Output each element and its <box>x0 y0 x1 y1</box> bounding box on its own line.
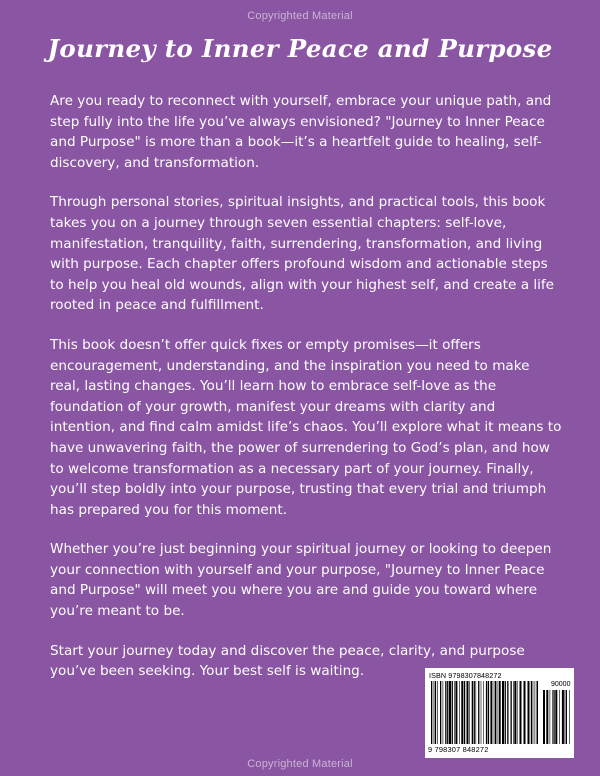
barcode-digits: 9 798307 848272 <box>428 745 489 754</box>
isbn-barcode <box>425 668 574 758</box>
watermark-top: Copyrighted Material <box>247 10 353 22</box>
barcode-bars-icon <box>431 681 538 744</box>
paragraph-intro: Are you ready to reconnect with yourself, embrace your unique path, and step fully into the life you’ve always envisioned? "Journey to Inner Peace and Purpose" is more than a book—it’s a heartfelt guide to healing, self-discovery, and transformation. <box>50 93 552 171</box>
paragraph-closing: Start your journey today and discover the peace, clarity, and purpose you’ve been seeking. Your best self is waiting. <box>50 642 525 680</box>
paragraph-whether: Whether you’re just beginning your spiritual journey or looking to deepen your connection with yourself and your purpose, "Journey to Inner Peace and Purpose" will meet you where you are and guide you toward where you’re meant to be. <box>50 541 552 620</box>
addon-barcode-bars-icon <box>543 690 570 744</box>
description-text <box>50 91 562 701</box>
isbn-label: ISBN 9798307848272 <box>429 671 502 680</box>
watermark-bottom: Copyrighted Material <box>247 758 353 770</box>
paragraph-chapters: Through personal stories, spiritual insights, and practical tools, this book takes you on a journey through seven essential chapters: self-love, manifestation, tranquility, faith, surrendering, transformation, and living with purpose. Each chapter offers profound wisdom and actionable steps to help you heal old wounds, align with your highest self, and create a life rooted in peace and fulfillment. <box>50 194 555 314</box>
paragraph-encouragement: This book doesn’t offer quick fixes or empty promises—it offers encouragement, understanding, and the inspiration you need to make real, lasting changes. You’ll learn how to embrace self-love as the foundation of your growth, manifest your dreams with clarity and intention, and find calm amidst life’s chaos. You’ll explore what it means to have unwavering faith, the power of surrendering to God’s plan, and how to welcome transformation as a necessary part of your journey. Finally, you’ll step boldly into your purpose, trusting that every trial and triumph has prepared you for this moment. <box>50 336 562 518</box>
price-code: 90000 <box>551 681 571 688</box>
book-title: Journey to Inner Peace and Purpose <box>47 34 553 63</box>
